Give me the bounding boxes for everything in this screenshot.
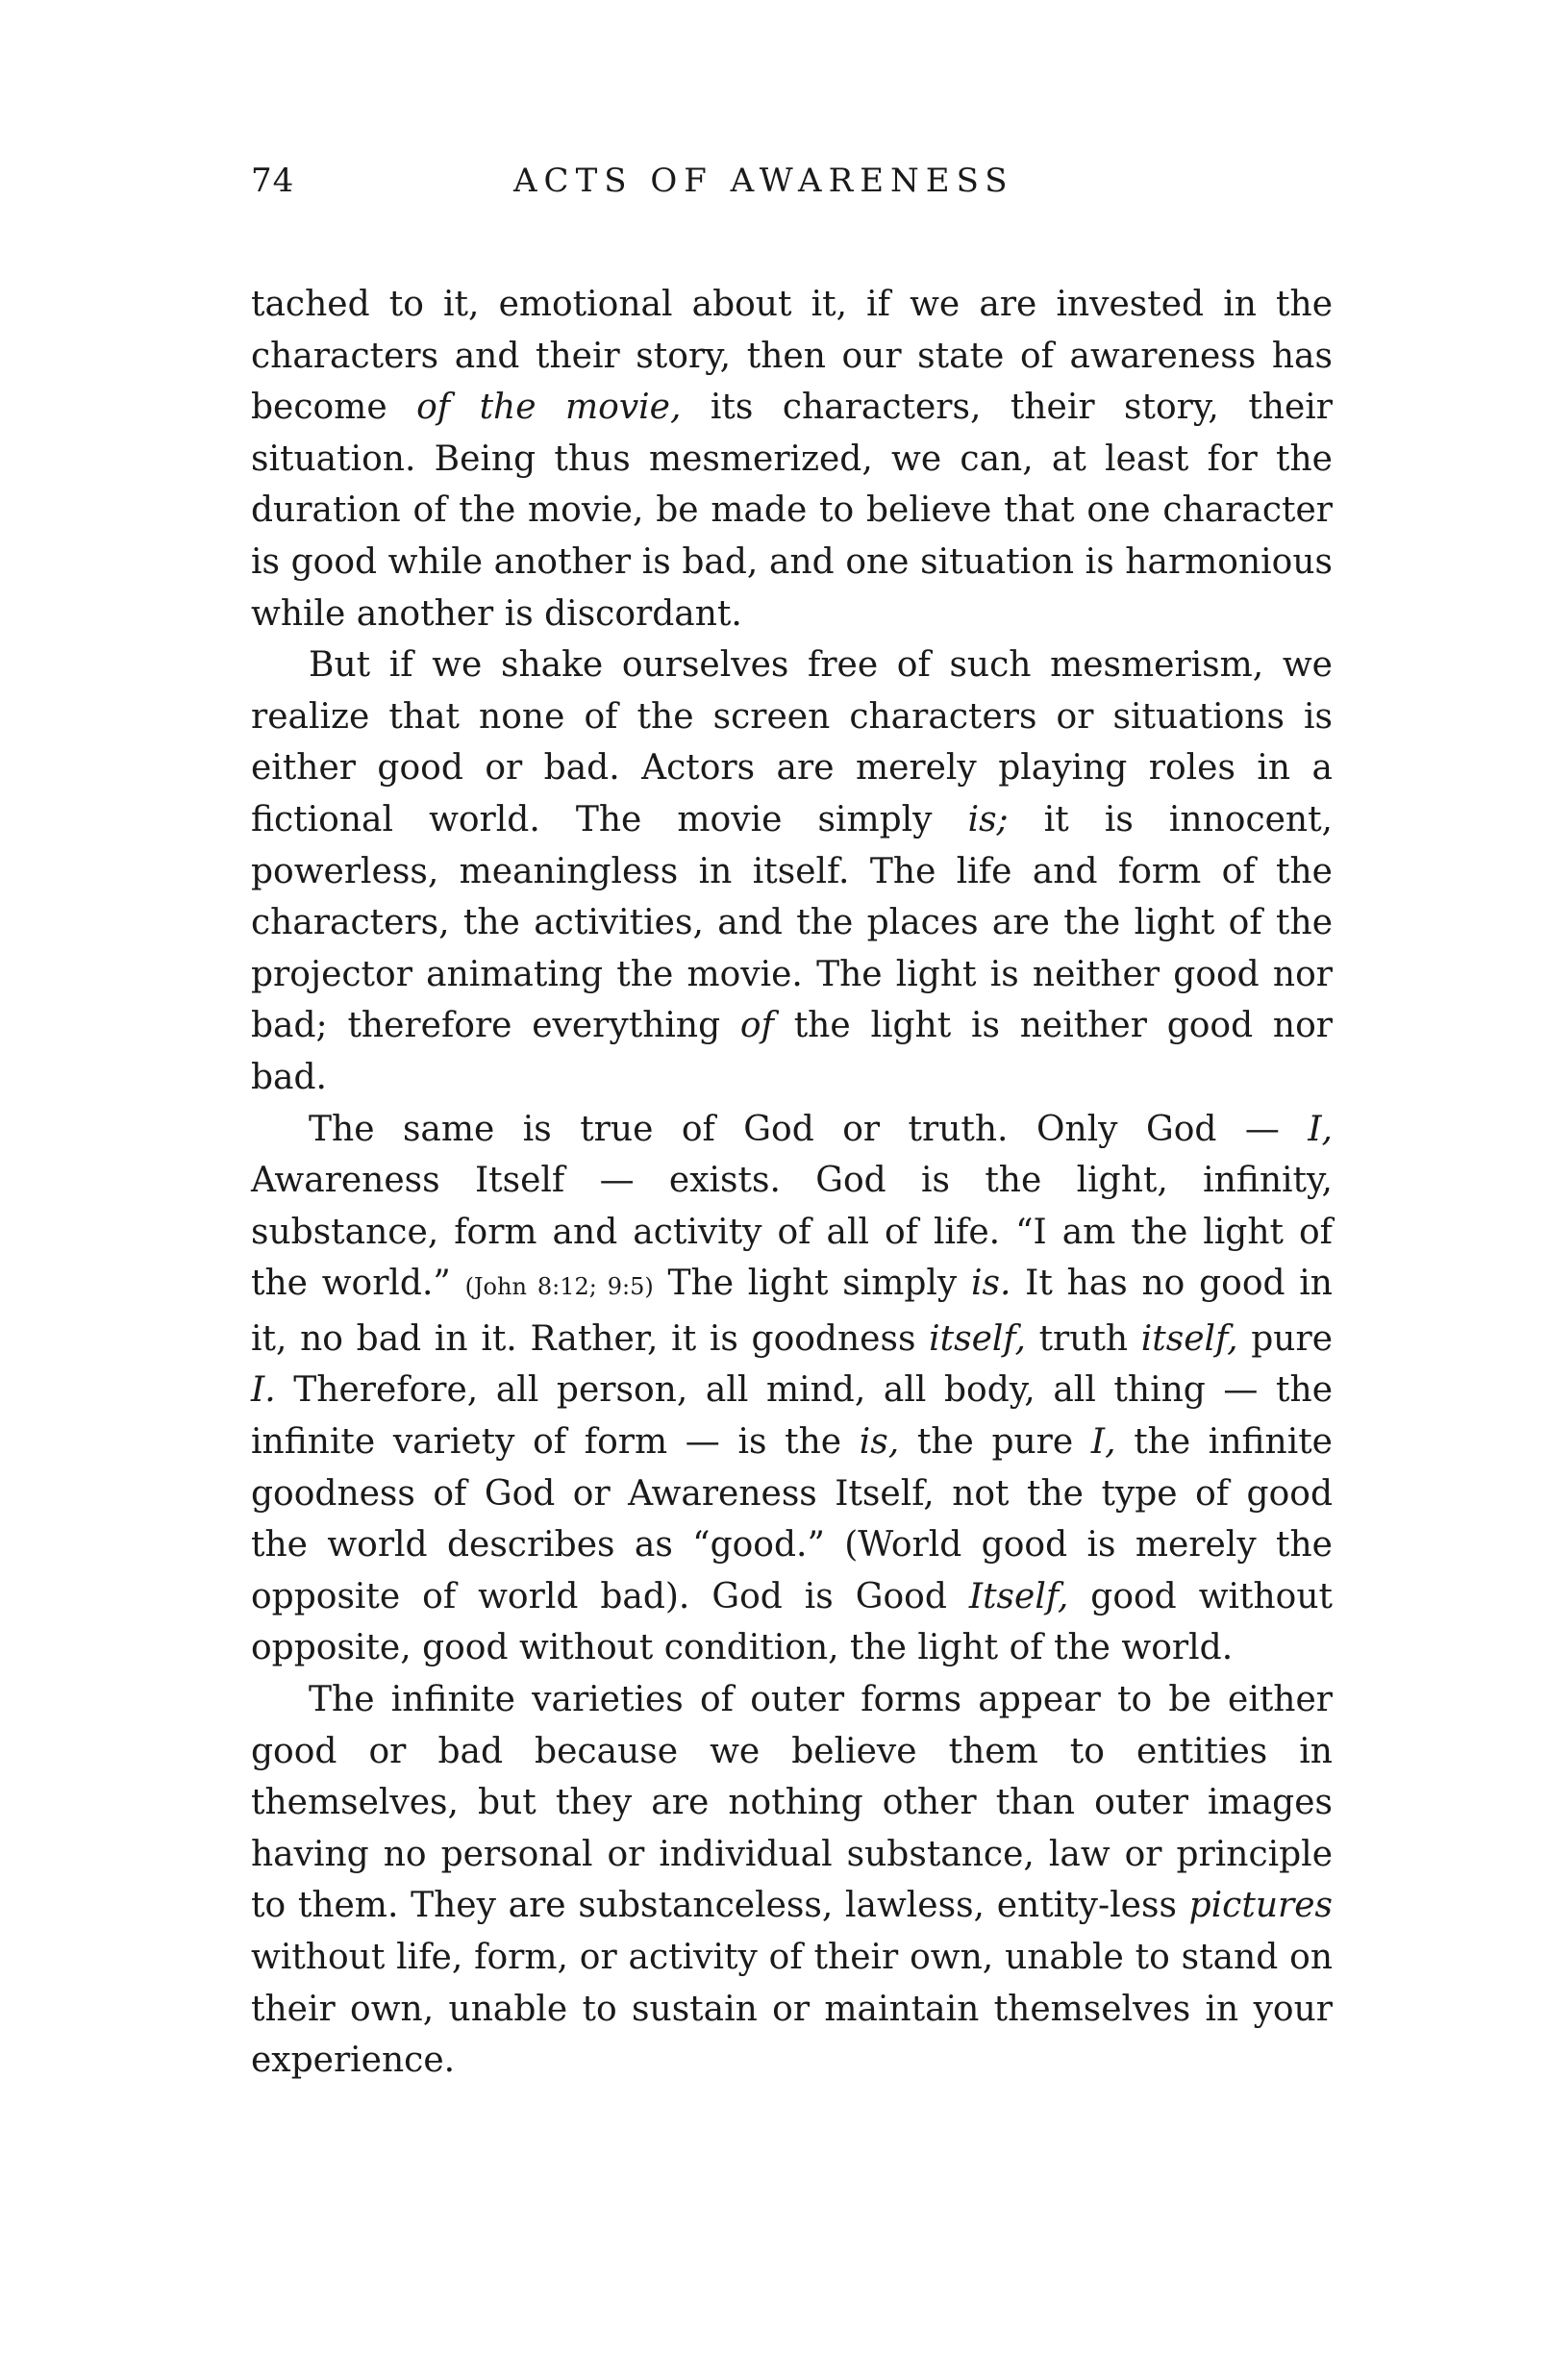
text-segment: Therefore, all person, all mind, all body, all thing — the infinite variety of form — is the xyxy=(251,1370,1333,1463)
text-segment: its characters, their story, their situation. Being thus mesmerized, we can, at least for the duration of the movie, be made to believe that one character is good while another is bad, and one situation is harmonious while another is discordant. xyxy=(251,388,1333,634)
italic-text: itself, xyxy=(929,1318,1026,1359)
text-segment: The light simply xyxy=(653,1264,971,1304)
text-segment: the pure xyxy=(899,1422,1091,1463)
text-segment: good without opposite, good without condition, the light of the world. xyxy=(251,1576,1333,1668)
italic-text: is, xyxy=(859,1422,900,1463)
running-header xyxy=(251,162,1333,210)
text-segment: It has no good in it, no bad in it. Rather, it is goodness xyxy=(251,1264,1333,1359)
italic-text: of xyxy=(739,1006,774,1046)
paragraph xyxy=(251,1674,1333,2087)
paragraph xyxy=(251,639,1333,1103)
italic-text: I. xyxy=(251,1370,276,1411)
text-segment: pure xyxy=(1237,1318,1334,1359)
italic-text: I, xyxy=(1090,1422,1116,1463)
italic-text: Itself, xyxy=(968,1576,1069,1616)
text-segment: The same is true of God or truth. Only God — xyxy=(309,1109,1309,1149)
text-segment: the infinite goodness of God or Awareness Itself, not the type of good the world describes as “good.” (World good is merely the opposite of world bad). God is Good xyxy=(251,1422,1333,1616)
italic-text: is; xyxy=(967,799,1009,839)
italic-text: itself, xyxy=(1140,1318,1238,1359)
text-segment: Awareness Itself — exists. God is the light, infinity, substance, form and activity of all of life. “I am the light of the world.” xyxy=(251,1161,1333,1304)
page-number: 74 xyxy=(251,162,295,200)
italic-text: is. xyxy=(971,1264,1011,1304)
text-segment: without life, form, or activity of their own, unable to stand on their own, unable to sustain or maintain themselves in your experience. xyxy=(251,1938,1333,2081)
text-segment: the light is neither good nor bad. xyxy=(251,1006,1333,1097)
paragraph xyxy=(251,279,1333,639)
scripture-reference: (John 8:12; 9:5) xyxy=(464,1273,654,1301)
text-segment: But if we shake ourselves free of such mesmerism, we realize that none of the screen characters or situations is either good or bad. Actors are merely playing roles in a fictional world. The movie simply xyxy=(251,645,1333,839)
text-segment: truth xyxy=(1025,1318,1141,1359)
text-segment: tached to it, emotional about it, if we are invested in the characters and their story, then our state of awareness has become xyxy=(251,285,1333,428)
italic-text: pictures xyxy=(1188,1886,1333,1926)
italic-text: of the movie, xyxy=(416,388,682,428)
italic-text: I, xyxy=(1308,1109,1333,1149)
text-segment: The infinite varieties of outer forms appear to be either good or bad because we believe them to entities in themselves, but they are nothing other than outer images having no personal or individual substance, law or principle to them. They are substanceless, lawless, entity-less xyxy=(251,1680,1333,1926)
paragraph xyxy=(251,1104,1333,1675)
body-text xyxy=(251,279,1333,2087)
text-segment: it is innocent, powerless, meaningless in itself. The life and form of the characters, the activities, and the places are the light of the projector animating the movie. The light is neither good nor bad; therefore everything xyxy=(251,799,1333,1046)
running-head-title: ACTS OF AWARENESS xyxy=(513,162,1014,200)
